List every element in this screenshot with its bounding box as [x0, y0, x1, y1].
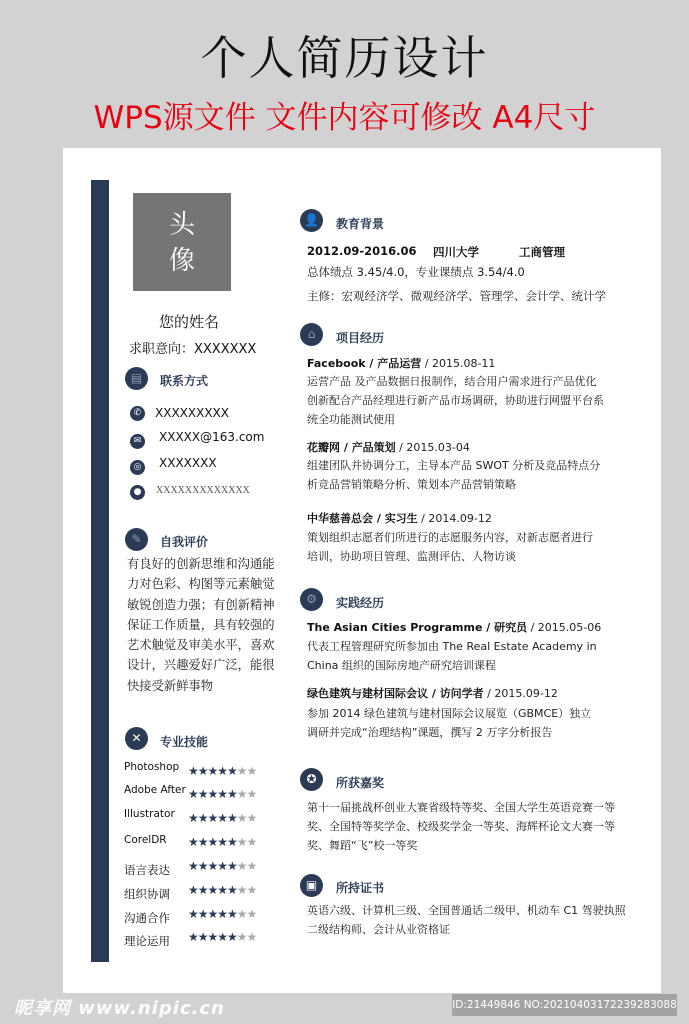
job-intent: 求职意向：XXXXXXX	[129, 342, 257, 357]
certificate-icon: ▣	[300, 874, 323, 897]
document-icon: ▤	[125, 367, 148, 390]
star-filled-icon: ★★★★★	[188, 859, 237, 873]
project-desc	[307, 456, 637, 494]
contact-email: XXXXX@163.com	[159, 430, 265, 444]
skill-rating	[188, 907, 256, 921]
practice-role: 研究员	[494, 621, 528, 634]
skill-label: Adobe After	[124, 784, 186, 796]
phone-icon: ✆	[130, 406, 145, 421]
avatar-text-2: 像	[168, 246, 195, 276]
self-eval-text: 有良好的创新思维和沟通能力对色彩、构图等元素触觉敏锐创造力强；有创新精神保证工作质量，具有较强的艺术触觉及审美水平，喜欢设计，兴趣爱好广泛，能很快接受新鲜事物	[127, 557, 275, 693]
skill-rating	[188, 811, 256, 825]
desc-line: 组建团队并协调分工，主导本产品 SWOT 分析及竞品特点分	[307, 459, 601, 472]
skill-rating	[188, 859, 256, 873]
desc-line: 参加 2014 绿色建筑与建材国际会议展览（GBMCE）独立	[307, 707, 592, 720]
poster-subtitle: WPS源文件 文件内容可修改 A4尺寸	[93, 100, 596, 136]
project-date: / 2015.03-04	[395, 441, 470, 454]
desc-line: 析竞品营销策略分析、策划本产品营销策略	[307, 478, 516, 491]
education-gpa: 总体绩点 3.45/4.0，专业课绩点 3.54/4.0	[307, 265, 525, 279]
project-header	[307, 439, 470, 455]
avatar-placeholder	[133, 193, 231, 291]
awards-title: 所获嘉奖	[336, 776, 385, 790]
star-empty-icon: ★★	[236, 930, 257, 944]
star-filled-icon: ★★★★★	[188, 787, 237, 801]
avatar-text-1: 头	[168, 210, 195, 240]
skill-rating	[188, 930, 256, 944]
certs-text	[307, 901, 647, 939]
star-empty-icon: ★★	[236, 907, 257, 921]
certs-line: 二级结构师、会计从业资格证	[307, 923, 450, 936]
project-role: 产品运营	[377, 357, 422, 370]
watermark-id: ID:21449846 NO:20210403172239283088	[452, 994, 677, 1016]
watermark-logo: 昵享网 www.nipic.cn	[14, 998, 225, 1019]
skill-rating	[188, 835, 256, 849]
project-role: 产品策划	[351, 441, 396, 454]
practice-org: The Asian Cities Programme /	[307, 621, 495, 634]
star-filled-icon: ★★★★★	[188, 907, 237, 921]
qq-icon: ◎	[130, 460, 145, 475]
skill-label: Illustrator	[124, 808, 175, 820]
awards-text	[307, 798, 637, 855]
gear-icon: ⚙	[300, 588, 323, 611]
skill-rating	[188, 764, 256, 778]
home-icon: ⌂	[300, 323, 323, 346]
education-courses: 主修：宏观经济学、微观经济学、管理学、会计学、统计学	[307, 289, 606, 303]
projects-title: 项目经历	[336, 331, 385, 345]
project-date: / 2015.08-11	[421, 357, 496, 370]
practice-role: 访问学者	[439, 687, 484, 700]
star-empty-icon: ★★	[236, 811, 257, 825]
project-desc	[307, 372, 637, 429]
star-filled-icon: ★★★★★	[188, 883, 237, 897]
practice-desc	[307, 637, 637, 675]
desc-line: 运营产品 及产品数据日报制作，结合用户需求进行产品优化	[307, 375, 597, 388]
star-empty-icon: ★★	[236, 787, 257, 801]
contact-address: XXXXXXXXXXXXX	[156, 485, 250, 496]
tools-icon: ✕	[125, 727, 148, 750]
practice-header	[307, 619, 601, 635]
location-icon: ●	[130, 485, 145, 500]
poster-title: 个人简历设计	[200, 31, 489, 85]
star-filled-icon: ★★★★★	[188, 835, 237, 849]
practice-org: 绿色建筑与建材国际会议 /	[307, 687, 440, 700]
education-period: 2012.09-2016.06	[307, 244, 417, 258]
pushpin-icon: ✎	[125, 528, 148, 551]
desc-line: 统全功能测试使用	[307, 413, 395, 426]
star-empty-icon: ★★	[236, 764, 257, 778]
skill-label: 理论运用	[124, 934, 170, 948]
desc-line: 创新配合产品经理进行新产品市场调研，协助进行网盟平台系	[307, 394, 604, 407]
project-desc	[307, 528, 637, 566]
project-date: / 2014.09-12	[417, 512, 492, 525]
practice-header	[307, 685, 558, 701]
skill-label: 语言表达	[124, 863, 170, 877]
desc-line: China 组织的国际房地产研究培训课程	[307, 659, 496, 672]
star-empty-icon: ★★	[236, 835, 257, 849]
mail-icon: ✉	[130, 434, 145, 449]
education-school: 四川大学	[433, 245, 479, 259]
desc-line: 调研并完成“治理结构”课题，撰写 2 万字分析报告	[307, 726, 553, 739]
star-empty-icon: ★★	[236, 859, 257, 873]
project-org: Facebook /	[307, 357, 378, 370]
project-header	[307, 510, 492, 526]
contact-title: 联系方式	[160, 374, 209, 388]
contact-phone: XXXXXXXXX	[155, 406, 229, 420]
awards-line: 奖、全国特等奖学金、校级奖学金一等奖、海辉杯论文大赛一等	[307, 820, 615, 833]
certs-line: 英语六级、计算机三级、全国普通话二级甲、机动车 C1 驾驶执照	[307, 904, 626, 917]
star-filled-icon: ★★★★★	[188, 811, 237, 825]
resume-page	[63, 148, 661, 993]
project-org: 中华慈善总会 /	[307, 512, 385, 525]
practice-title: 实践经历	[336, 596, 385, 610]
project-header	[307, 355, 495, 371]
desc-line: 培训，协助项目管理、监测评估、人物访谈	[307, 550, 516, 563]
education-title: 教育背景	[336, 217, 385, 231]
skill-rating	[188, 883, 256, 897]
awards-line: 奖、舞蹈“飞”校一等奖	[307, 839, 418, 852]
certs-title: 所持证书	[336, 881, 385, 895]
skill-label: 组织协调	[124, 887, 170, 901]
skill-label: 沟通合作	[124, 911, 170, 925]
medal-icon: ✪	[300, 768, 323, 791]
practice-desc	[307, 704, 637, 742]
skill-rating	[188, 787, 256, 801]
desc-line: 代表工程管理研究所参加由 The Real Estate Academy in	[307, 640, 597, 653]
practice-date: / 2015.05-06	[527, 621, 602, 634]
skill-label: CorelDR	[124, 834, 167, 846]
star-empty-icon: ★★	[236, 883, 257, 897]
self-eval-title: 自我评价	[160, 535, 209, 549]
skills-title: 专业技能	[160, 735, 209, 749]
star-filled-icon: ★★★★★	[188, 930, 237, 944]
star-filled-icon: ★★★★★	[188, 764, 237, 778]
sidebar-accent-bar	[91, 180, 109, 962]
awards-line: 第十一届挑战杯创业大赛省级特等奖、全国大学生英语竞赛一等	[307, 801, 615, 814]
desc-line: 策划组织志愿者们所进行的志愿服务内容，对新志愿者进行	[307, 531, 593, 544]
candidate-name: 您的姓名	[158, 313, 219, 331]
project-org: 花瓣网 /	[307, 441, 352, 454]
contact-qq: XXXXXXX	[159, 456, 217, 470]
user-icon: 👤	[300, 209, 323, 232]
project-role: 实习生	[384, 512, 418, 525]
skill-label: Photoshop	[124, 761, 180, 773]
education-major: 工商管理	[519, 245, 565, 259]
practice-date: / 2015.09-12	[483, 687, 558, 700]
